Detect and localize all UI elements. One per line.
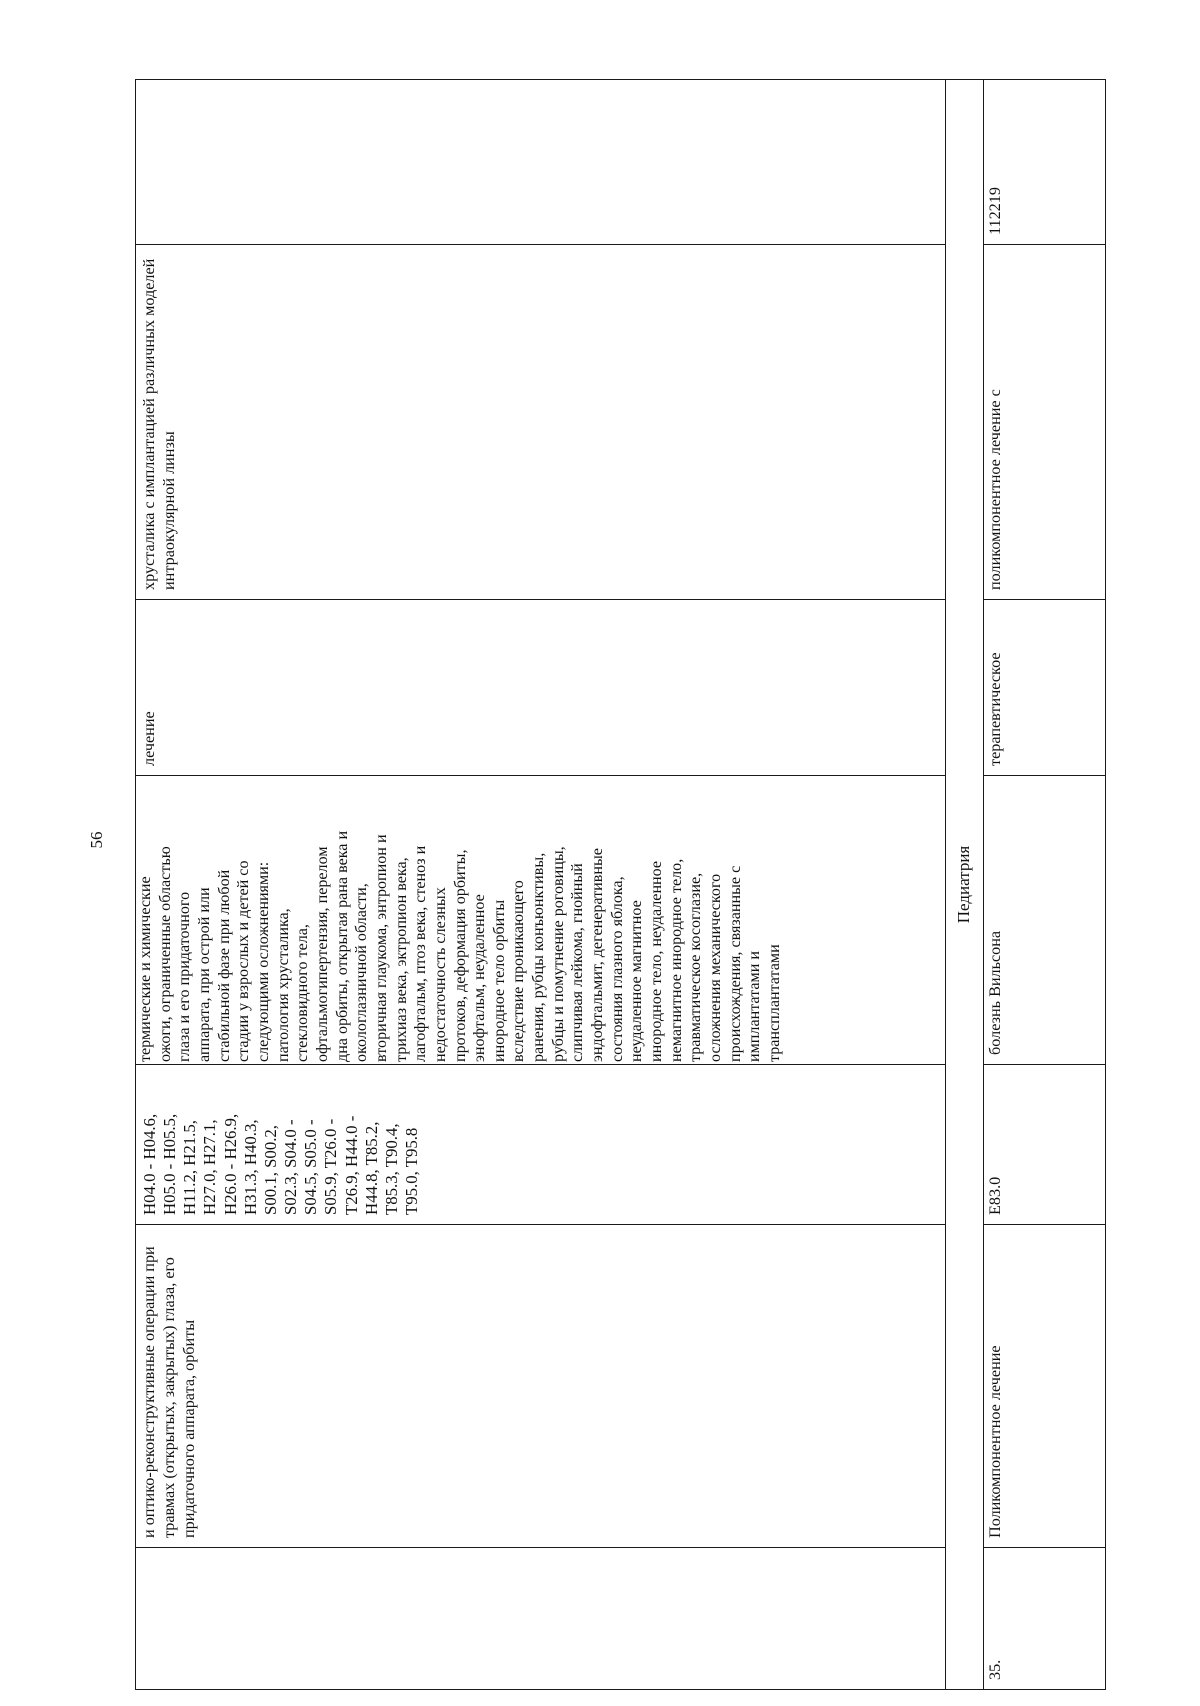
cell-treatment-method: поликомпонентное лечение с (984, 245, 1106, 600)
cell-icd-codes: H04.0 - H04.6, H05.0 - H05.5, H11.2, H21.5, H27.0, H27.1, H26.0 - H26.9, H31.3, H40.3, S00.1, S00.2, S02.3, S04.0 - S04.5, S05.0 - S05.9, T26.0 - T26.9, H44.0 - H44.8, T85.2, T85.3, T90.4, T95.0, T95.8 (136, 1065, 946, 1225)
diagnosis-line: лагофтальм, птоз века, стеноз и (412, 845, 430, 1062)
cell-procedure-name: Поликомпонентное лечение (984, 1225, 1106, 1548)
rotated-page-content (135, 80, 1105, 1690)
diagnosis-line: протоков, деформация орбиты, (451, 849, 469, 1062)
cell-cost (136, 80, 946, 245)
diagnosis-line: происхождения, связанные с (726, 865, 744, 1062)
section-title: Педиатрия (946, 80, 984, 1690)
diagnosis-line: инородное тело орбиты (490, 899, 508, 1062)
diagnosis-line: стадии у взрослых и детей со (235, 860, 253, 1062)
diagnosis-line: неудаленное магнитное (628, 900, 646, 1062)
cell-treatment-type: терапевтическое (984, 600, 1106, 776)
diagnosis-line: имплантатами и (746, 951, 764, 1062)
diagnosis-line: офтальмогипертензия, перелом (313, 846, 331, 1062)
diagnosis-line: трихиаз века, эктропион века, (392, 857, 410, 1062)
diagnosis-line: рубцы и помутнение роговицы, (549, 846, 567, 1062)
table-row-continuation (136, 80, 946, 1690)
cell-diagnosis: болезнь Вильсона (984, 776, 1106, 1065)
diagnosis-line: немагнитное инородное тело, (667, 858, 685, 1062)
diagnosis-line: термические и химические (137, 876, 154, 1062)
diagnosis-line: инородное тело, неудаленное (648, 860, 666, 1062)
cell-procedure-name: и оптико-реконструктивные операции при травмах (открытых, закрытых) глаза, его придаточного аппарата, орбиты (136, 1225, 946, 1548)
cell-index: 35. (984, 1548, 1106, 1690)
diagnosis-line: вторичная глаукома, энтропион и (372, 834, 390, 1062)
diagnosis-line: дна орбиты, открытая рана века и (333, 830, 351, 1062)
diagnosis-line: аппарата, при острой или (195, 887, 213, 1062)
cell-index (136, 1548, 946, 1690)
diagnosis-line: ожоги, ограниченные областью (156, 846, 174, 1062)
diagnosis-line: стабильной фазе при любой (215, 869, 233, 1062)
cell-icd-codes: E83.0 (984, 1065, 1106, 1225)
diagnosis-line: ранения, рубцы конъюнктивы, (530, 852, 548, 1062)
cell-treatment-type: лечение (136, 600, 946, 776)
diagnosis-line: недостаточность слезных (431, 887, 449, 1062)
page-number: 56 (87, 831, 106, 849)
diagnosis-line: слипчивая лейкома, гнойный (569, 863, 587, 1062)
diagnosis-line: глаза и его придаточного (176, 891, 194, 1062)
section-header-row (946, 80, 984, 1690)
diagnosis-line: стекловидного тела, (294, 924, 312, 1062)
diagnosis-line: патология хрусталика, (274, 908, 292, 1062)
diagnosis-line: травматическое косоглазие, (687, 872, 705, 1062)
cell-diagnosis (136, 776, 946, 1065)
diagnosis-line: энофтальм, неудаленное (471, 894, 489, 1062)
diagnosis-line: следующими осложнениями: (254, 861, 272, 1062)
cell-cost: 112219 (984, 80, 1106, 245)
table-row-35 (984, 80, 1106, 1690)
diagnosis-line: состояния глазного яблока, (608, 876, 626, 1062)
diagnosis-line: эндофтальмит, дегенеративные (589, 848, 607, 1062)
diagnosis-line: вследствие проникающего (510, 880, 528, 1062)
diagnosis-line: осложнения механического (707, 873, 725, 1062)
diagnosis-line: окологлазничной области, (353, 883, 371, 1062)
cell-treatment-method: хрусталика с имплантацией различных моделей интраокулярной линзы (136, 245, 946, 600)
diagnosis-line: трансплантатами (766, 944, 783, 1062)
procedures-table (135, 79, 1106, 1690)
